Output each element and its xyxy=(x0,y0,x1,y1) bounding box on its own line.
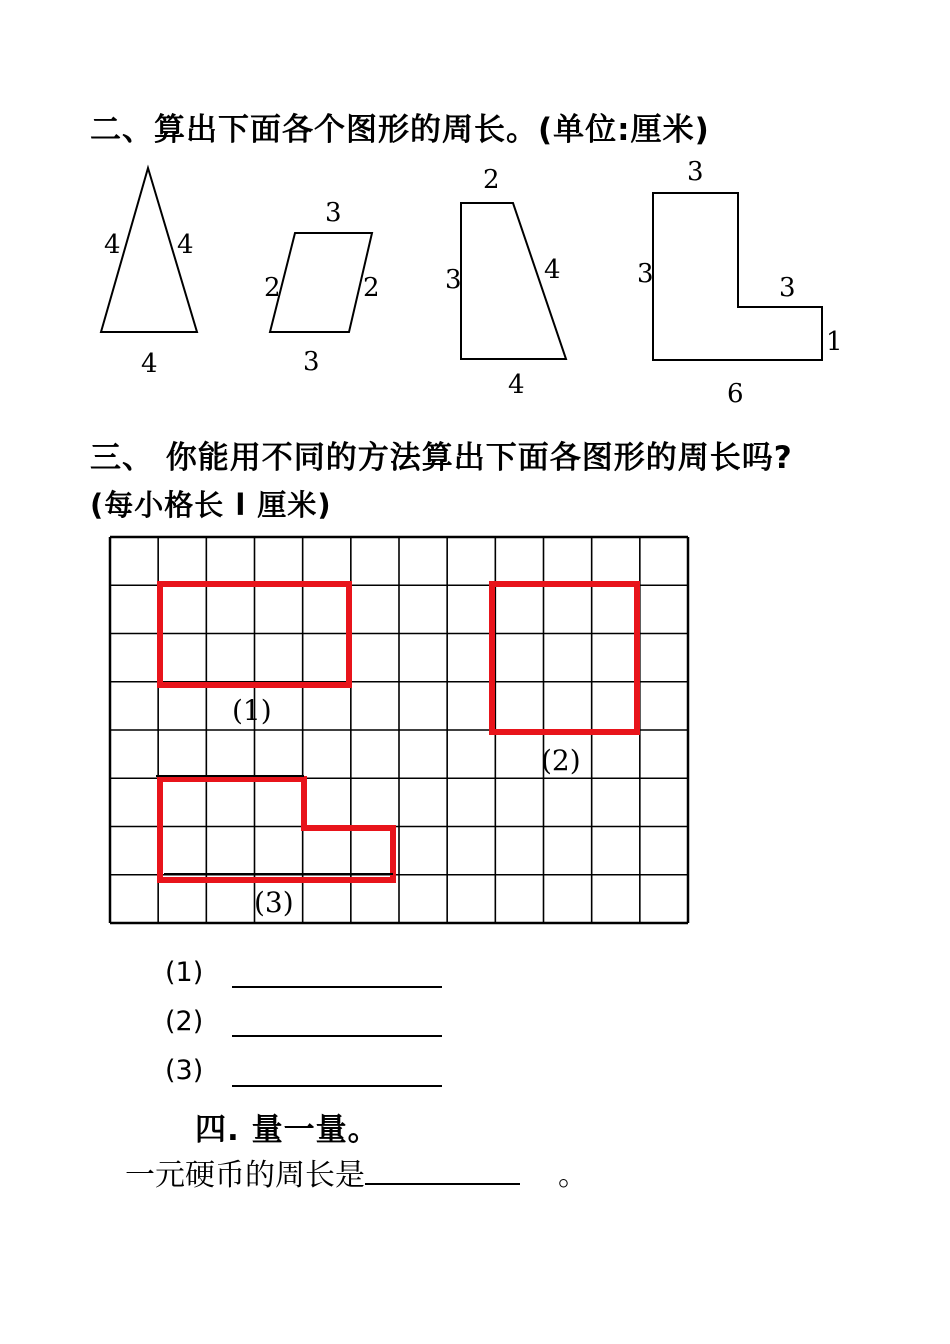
answer-2-blank[interactable] xyxy=(232,1035,442,1037)
triangle-left-label: 4 xyxy=(104,230,121,260)
coin-question-text: 一元硬币的周长是 xyxy=(125,1158,365,1193)
l-shape-left-label: 3 xyxy=(637,259,654,289)
l-shape-bottom-label: 6 xyxy=(727,379,744,409)
trapezoid-right-label: 4 xyxy=(544,255,561,285)
shape-1-label: (1) xyxy=(232,694,272,727)
section-4-title: 四. 量一量。 xyxy=(195,1112,380,1148)
parallelogram-left-label: 2 xyxy=(264,273,281,303)
trapezoid-bottom-label: 4 xyxy=(508,370,525,400)
triangle-right-label: 4 xyxy=(177,230,194,260)
trapezoid-left-label: 3 xyxy=(445,265,462,295)
answer-1-blank[interactable] xyxy=(232,986,442,988)
parallelogram-shape xyxy=(270,233,372,332)
parallelogram-bottom-label: 3 xyxy=(303,347,320,377)
parallelogram-right-label: 2 xyxy=(363,273,380,303)
coin-end-mark: 。 xyxy=(558,1158,588,1193)
perimeter-figures xyxy=(0,150,950,410)
shape-2-label: (2) xyxy=(541,744,581,777)
answer-3-label: (3) xyxy=(165,1055,204,1086)
coin-answer-blank[interactable] xyxy=(365,1157,520,1185)
section-3-title: 三、 你能用不同的方法算出下面各图形的周长吗? xyxy=(90,440,793,476)
grid-figure xyxy=(100,530,700,930)
shape-3-polygon xyxy=(160,779,393,880)
grid-shapes xyxy=(156,584,637,880)
answer-2-label: (2) xyxy=(165,1006,204,1037)
l-shape-top-label: 3 xyxy=(687,157,704,187)
triangle-bottom-label: 4 xyxy=(141,349,158,379)
l-shape-step-label: 3 xyxy=(779,273,796,303)
section-3-subtitle: (每小格长 l 厘米) xyxy=(90,488,332,522)
shape-2-rect xyxy=(492,584,637,732)
trapezoid-top-label: 2 xyxy=(483,165,500,195)
section-2-title: 二、算出下面各个图形的周长。(单位:厘米) xyxy=(90,112,710,148)
coin-question xyxy=(125,1150,588,1194)
l-shape-right-label: 1 xyxy=(826,327,843,357)
answer-1-label: (1) xyxy=(165,957,204,988)
shape-3-label: (3) xyxy=(254,886,294,919)
parallelogram-top-label: 3 xyxy=(325,198,342,228)
l-shape xyxy=(653,193,822,360)
answer-3-blank[interactable] xyxy=(232,1085,442,1087)
